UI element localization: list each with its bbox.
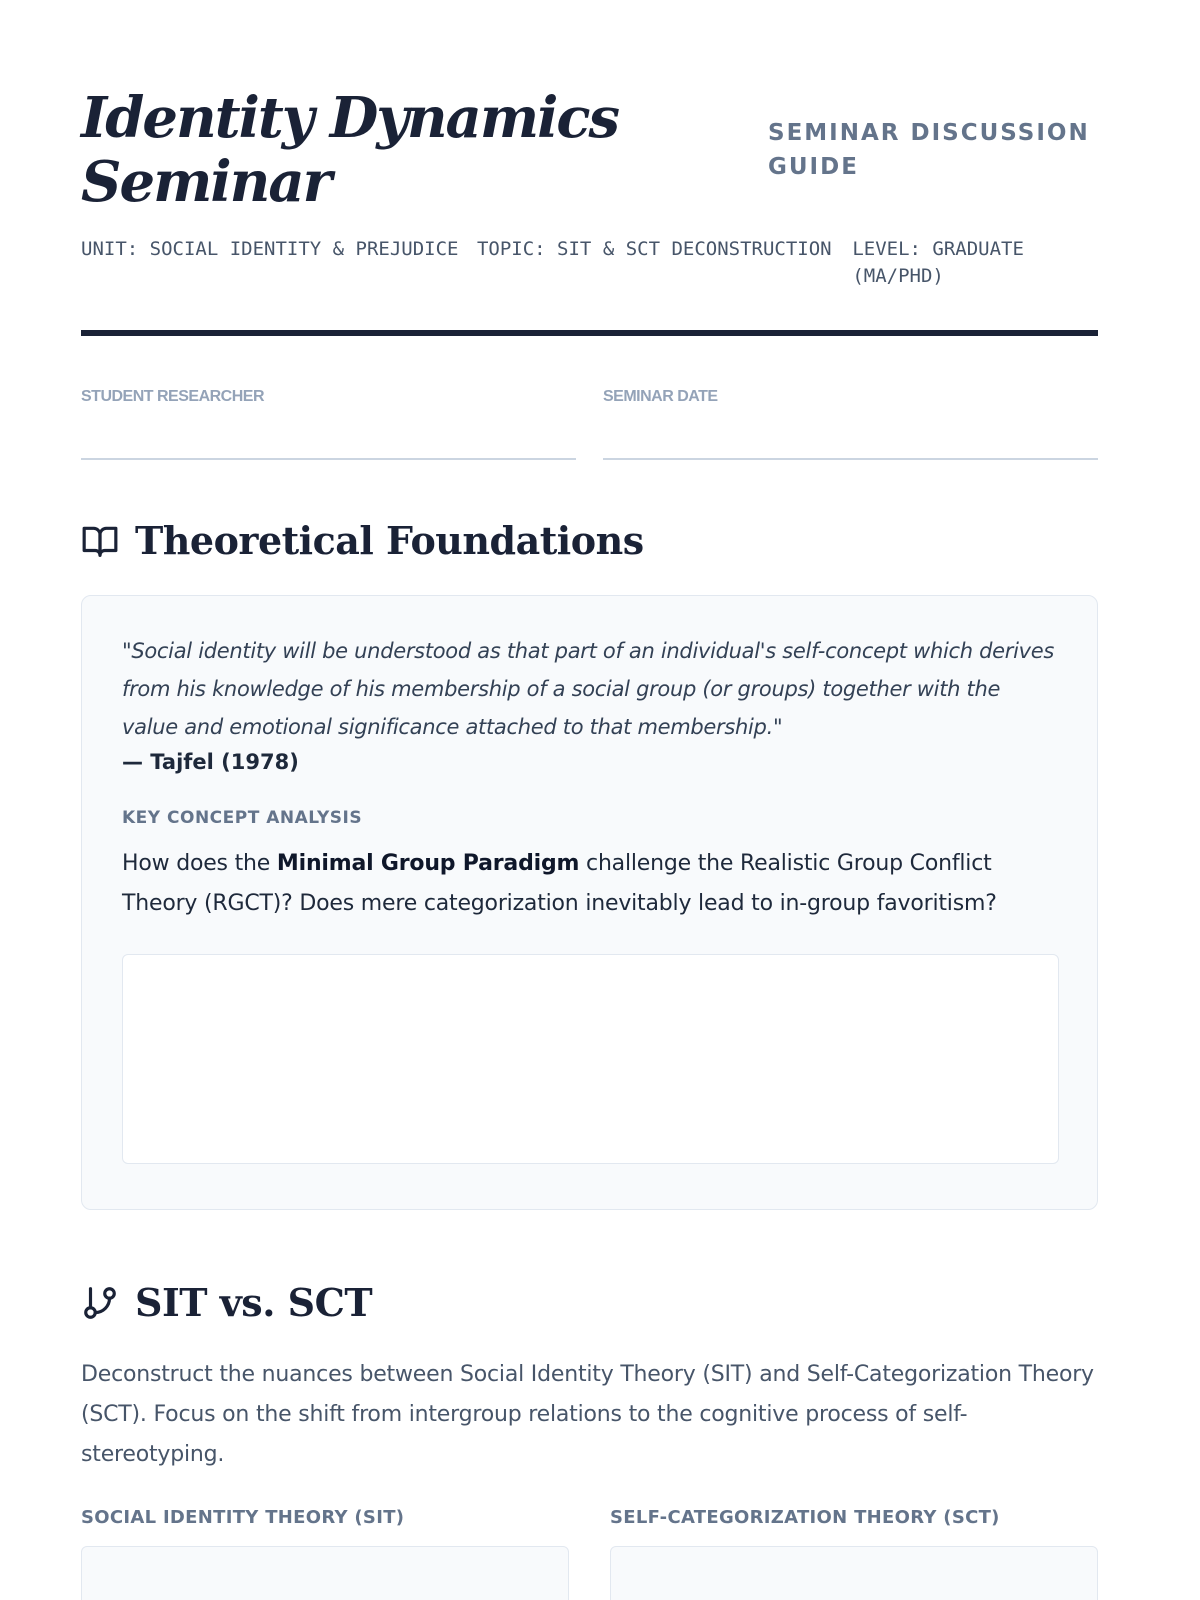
sit-label: SOCIAL IDENTITY THEORY (SIT) [81,1507,405,1528]
student-researcher-label: STUDENT RESEARCHER [81,388,265,405]
student-researcher-field[interactable] [81,388,576,460]
tajfel-quote: "Social identity will be understood as that part of an individual's self-concept which derives from his knowledge of his membership of a social group (or groups) together with the value and emotional significance attached to that membership." [122,639,1055,739]
concept-question [122,844,1057,924]
comparison-title: SIT vs. SCT [135,1280,373,1325]
student-fields [81,388,1098,460]
concept-answer-input[interactable] [122,954,1059,1164]
foundations-section [81,518,1098,1210]
page-header [81,0,1098,336]
seminar-date-label: SEMINAR DATE [603,388,718,405]
quote-author: — Tajfel (1978) [122,750,299,774]
comparison-columns [81,1507,1098,1600]
sit-notes-input[interactable] [81,1546,569,1600]
foundations-heading [81,518,1098,563]
header-top [81,0,1098,214]
foundations-title: Theoretical Foundations [135,518,644,563]
question-part-1: How does the [122,851,277,876]
git-branch-icon [81,1284,119,1322]
comparison-heading [81,1280,1098,1325]
meta-unit: UNIT: SOCIAL IDENTITY & PREJUDICE [81,238,459,260]
page-title: Identity Dynamics Seminar [81,85,618,215]
meta-row [81,236,1098,290]
sct-label: SELF-CATEGORIZATION THEORY (SCT) [610,1507,1000,1528]
foundations-card [81,595,1098,1210]
comparison-description: Deconstruct the nuances between Social Identity Theory (SIT) and Self-Categorization Theory (SCT). Focus on the shift from intergroup relations to the cognitive process of self-stereotyping. [81,1362,1094,1467]
open-book-icon [81,522,119,560]
comparison-section [81,1280,1098,1600]
key-concept-label: KEY CONCEPT ANALYSIS [122,808,363,828]
guide-label: SEMINAR DISCUSSION GUIDE [768,120,1090,180]
sit-column [81,1507,569,1600]
question-emphasis: Minimal Group Paradigm [276,851,580,876]
header-divider [81,330,1098,336]
sct-notes-input[interactable] [610,1546,1098,1600]
meta-topic: TOPIC: SIT & SCT DECONSTRUCTION [476,238,832,260]
question-part-2: challenge the Realistic Group Conflict Theory (RGCT)? Does mere categorization inevitably lead to in-group favoritism? [122,851,997,916]
sct-column [610,1507,1098,1600]
seminar-date-field[interactable] [603,388,1098,460]
meta-level: LEVEL: GRADUATE (MA/PHD) [852,238,1024,287]
